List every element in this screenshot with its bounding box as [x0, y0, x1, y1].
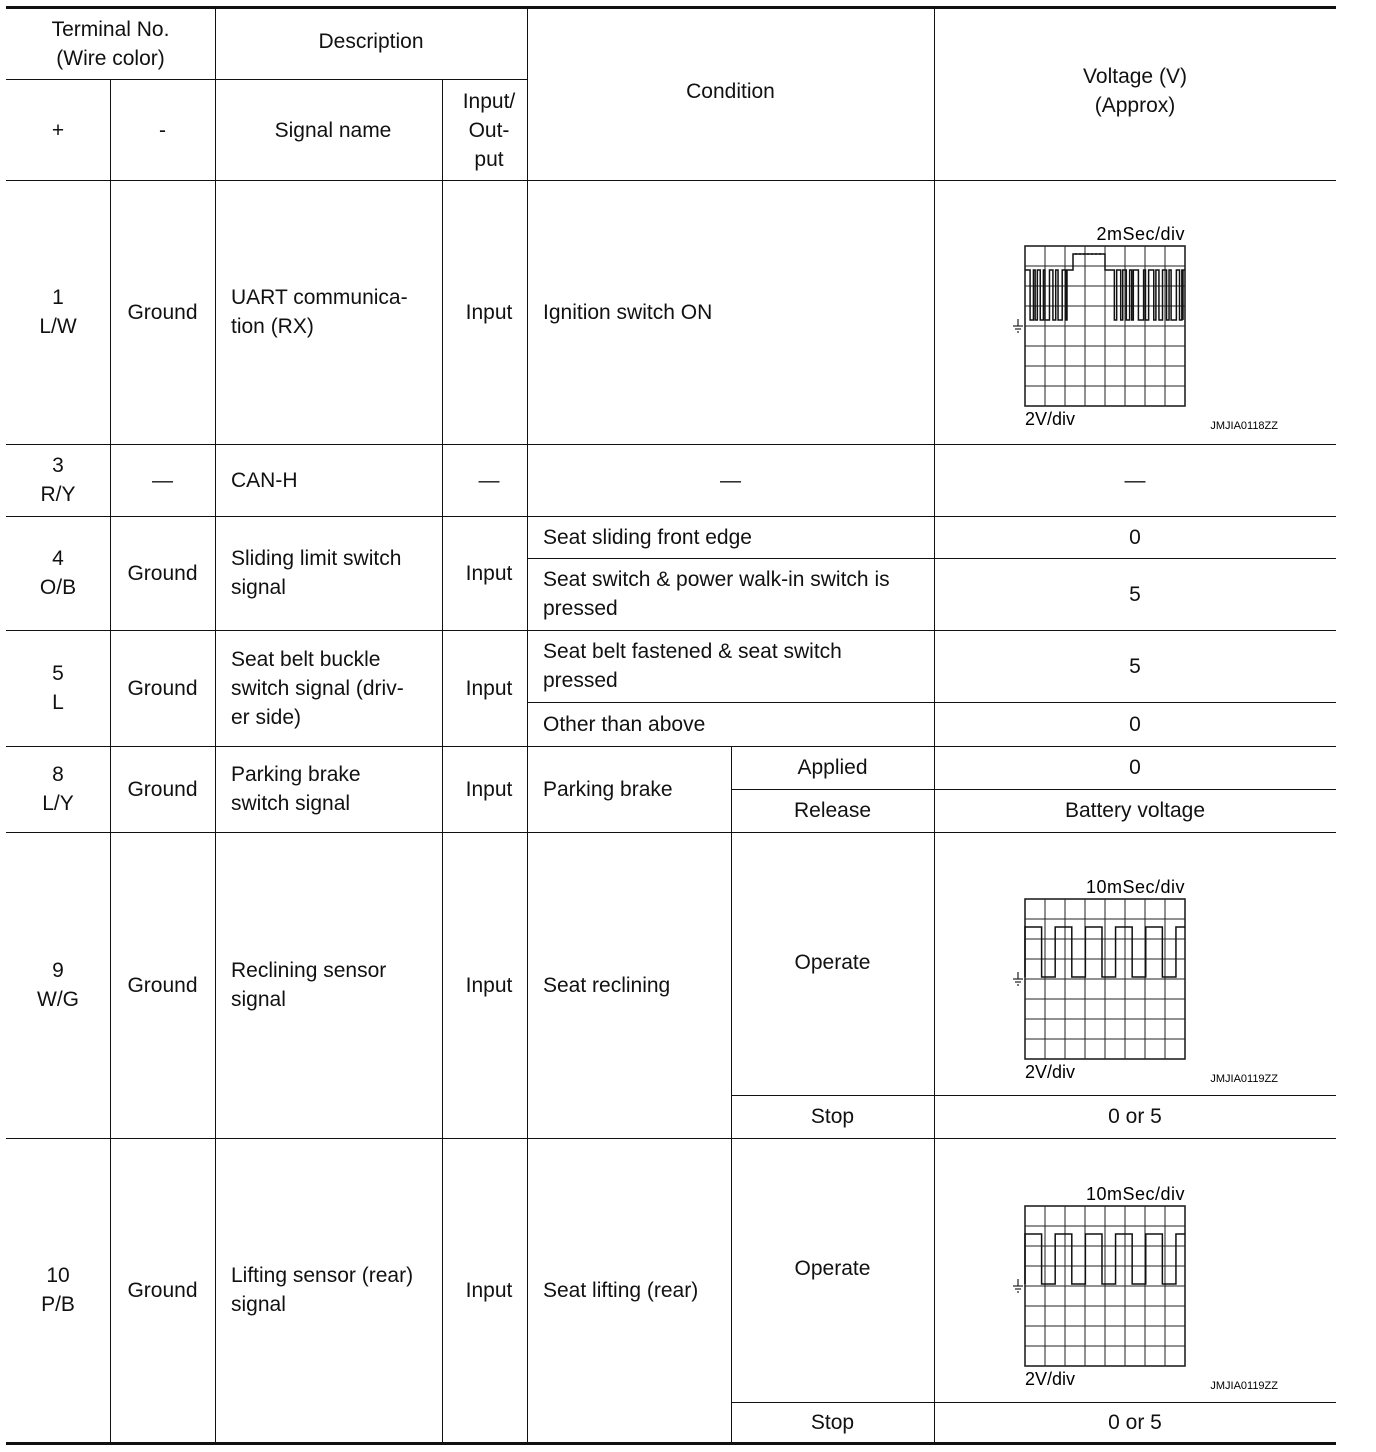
voltage-value: 0: [1129, 756, 1141, 779]
oscilloscope-waveform-pulse: [1000, 1180, 1290, 1395]
condition-state: Operate: [794, 1256, 871, 1280]
condition-state: Applied: [797, 756, 868, 779]
condition-text: Other than above: [543, 712, 706, 736]
ground-terminal: Ground: [127, 676, 198, 700]
scope-time-div-label: 10mSec/div: [1085, 877, 1185, 897]
terminal-number: 8 L/Y: [42, 763, 74, 815]
ground-terminal: Ground: [127, 561, 198, 585]
signal-name: Reclining sensor signal: [231, 959, 387, 1011]
terminal-number: 10 P/B: [41, 1264, 75, 1316]
header-plus: +: [51, 118, 65, 142]
terminal-number: 5 L: [52, 662, 64, 714]
signal-name: Seat belt buckle switch signal (driv- er side): [231, 647, 404, 729]
ground-symbol-icon: [1013, 972, 1023, 985]
io-type: —: [478, 468, 500, 492]
ground-terminal: —: [152, 468, 173, 492]
scope-grid: [1025, 1206, 1185, 1366]
header-voltage: Voltage (V) (Approx): [1083, 65, 1187, 117]
condition-text: Seat lifting (rear): [543, 1278, 699, 1302]
condition-state: Stop: [810, 1410, 855, 1434]
ground-terminal: Ground: [127, 973, 198, 997]
io-type: Input: [465, 973, 513, 997]
signal-name: UART communica- tion (RX): [231, 286, 408, 338]
voltage-value: 0: [1129, 712, 1141, 736]
ground-symbol-icon: [1013, 1279, 1023, 1292]
scope-volt-div-label: 2V/div: [1025, 1062, 1076, 1082]
io-type: Input: [465, 676, 513, 700]
condition-text: —: [720, 468, 741, 492]
scope-volt-div-label: 2V/div: [1025, 409, 1076, 429]
voltage-value: 0: [1129, 525, 1141, 549]
io-type: Input: [465, 777, 513, 801]
header-terminal-no: Terminal No. (Wire color): [51, 17, 170, 70]
signal-name: Parking brake switch signal: [231, 763, 361, 815]
condition-text: Ignition switch ON: [543, 300, 713, 324]
voltage-value: —: [1124, 468, 1146, 492]
header-minus: -: [159, 118, 166, 142]
voltage-value: Battery voltage: [1064, 799, 1206, 822]
signal-name: CAN-H: [231, 468, 298, 492]
voltage-value: 5: [1129, 654, 1141, 678]
voltage-value: 5: [1129, 582, 1141, 606]
ground-terminal: Ground: [127, 777, 198, 801]
condition-text: Seat reclining: [543, 973, 671, 997]
condition-text: Seat belt fastened & seat switch pressed: [543, 640, 842, 692]
signal-name: Lifting sensor (rear) signal: [231, 1264, 414, 1316]
ground-terminal: Ground: [127, 1278, 198, 1302]
voltage-value: 0 or 5: [1108, 1105, 1162, 1128]
header-condition: Condition: [686, 79, 775, 103]
io-type: Input: [465, 1278, 513, 1302]
figure-code: JMJIA0119ZZ: [1210, 1073, 1278, 1085]
condition-text: Seat sliding front edge: [543, 525, 752, 549]
condition-text: Seat switch & power walk-in switch is pressed: [543, 568, 890, 620]
terminal-number: 3 R/Y: [40, 454, 76, 506]
io-type: Input: [465, 300, 513, 324]
oscilloscope-waveform-pulse: [1000, 873, 1290, 1088]
figure-code: JMJIA0119ZZ: [1210, 1380, 1278, 1392]
condition-state: Operate: [794, 950, 871, 974]
condition-state: Stop: [810, 1105, 855, 1128]
header-input-output: Input/ Out- put: [462, 89, 516, 171]
table-bottom-border: [6, 1442, 1336, 1445]
scope-time-div-label: 10mSec/div: [1085, 1184, 1185, 1204]
header-signal-name: Signal name: [274, 118, 392, 142]
condition-state: Release: [793, 799, 872, 822]
oscilloscope-waveform-uart: [1000, 220, 1290, 435]
terminal-number: 4 O/B: [39, 547, 77, 599]
figure-code: JMJIA0118ZZ: [1210, 420, 1278, 432]
signal-name: Sliding limit switch signal: [231, 547, 402, 599]
header-description: Description: [318, 29, 424, 53]
condition-text: Parking brake: [543, 777, 673, 801]
terminal-number: 9 W/G: [37, 959, 79, 1011]
voltage-value: 0 or 5: [1108, 1410, 1162, 1434]
terminal-number: 1 L/W: [39, 286, 77, 338]
ground-terminal: Ground: [127, 300, 198, 324]
scope-volt-div-label: 2V/div: [1025, 1369, 1076, 1389]
io-type: Input: [465, 561, 513, 585]
scope-time-div-label: 2mSec/div: [1096, 224, 1185, 244]
scope-grid: [1025, 899, 1185, 1059]
ground-symbol-icon: [1013, 319, 1023, 332]
